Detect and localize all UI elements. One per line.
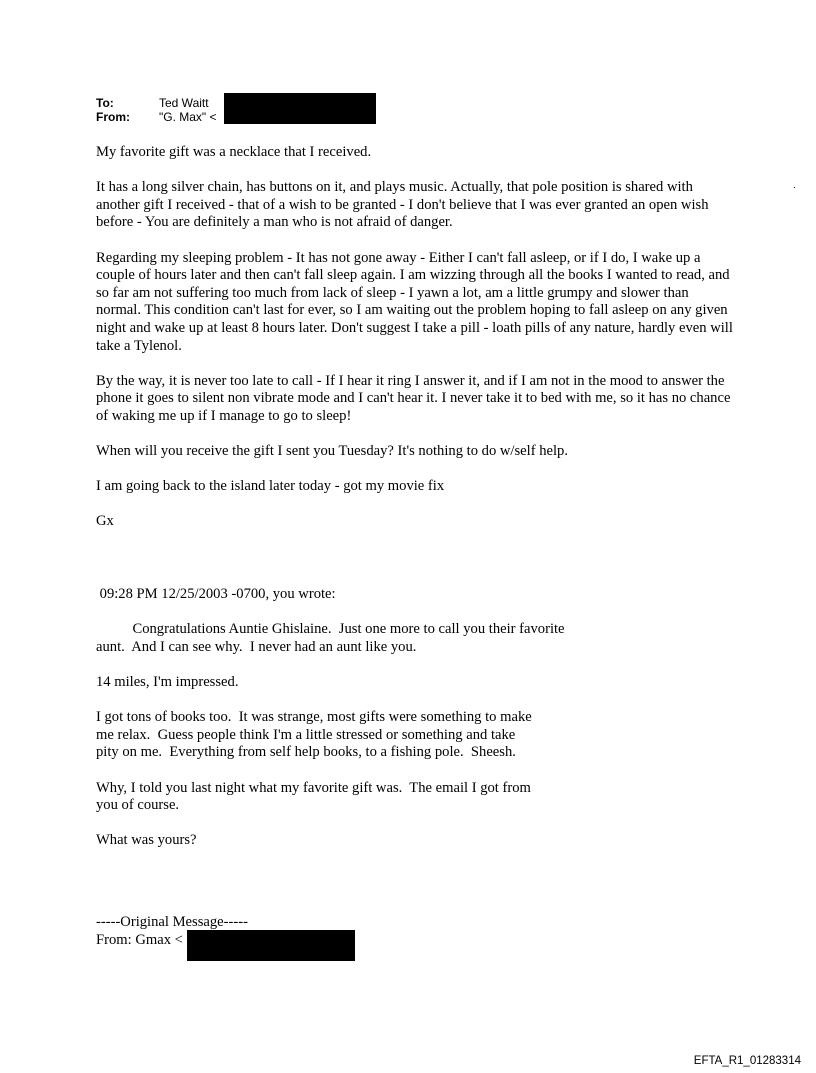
reply-paragraph: It has a long silver chain, has buttons on it, and plays music. Actually, that pole position is shared with another gift I received - that of a wish to be granted - I don't believe that I was ever granted an open wish before - You are definitely a man who is not afraid of danger.: [96, 179, 713, 231]
reply-paragraph: Regarding my sleeping problem - It has not gone away - Either I can't fall asleep, or if I do, I wake up a couple of hours later and then can't fall sleep again. I am wizzing through all the books I wanted to read, and so far am not suffering too much from lack of sleep - I yawn a lot, am a little grumpy and slower than normal. This condition can't last for ever, so I am waiting out the problem hoping to fall asleep on any given night and wake up at least 8 hours later. Don't suggest I take a pill - loath pills of any nature, hardly even will take a Tylenol.: [96, 249, 737, 354]
quote-header: 09:28 PM 12/25/2003 -0700, you wrote:: [96, 586, 336, 602]
reply-paragraph: When will you receive the gift I sent you Tuesday? It's nothing to do w/self help.: [96, 443, 568, 460]
original-from: From: Gmax <: [96, 931, 183, 948]
redaction-box: [187, 930, 355, 961]
from-label: From:: [96, 110, 130, 124]
quoted-paragraph: Congratulations Auntie Ghislaine. Just one more to call you their favorite aunt. And I can see why. I never had an aunt like you.: [96, 621, 565, 655]
to-value: Ted Waitt: [159, 96, 209, 110]
quoted-paragraph: I got tons of books too. It was strange, most gifts were something to make me relax. Guess people think I'm a little stressed or something and take pity on me. Everything from self help books, to a fishing pole. Sheesh.: [96, 709, 532, 761]
quoted-paragraph: 14 miles, I'm impressed.: [96, 673, 239, 690]
from-value: "G. Max" <: [159, 110, 217, 124]
signature: Gx: [96, 513, 114, 530]
reply-paragraph: My favorite gift was a necklace that I received.: [96, 144, 372, 160]
reply-paragraph: I am going back to the island later today - got my movie fix: [96, 478, 445, 495]
original-divider: -----Original Message-----: [96, 914, 248, 930]
document-id: EFTA_R1_01283314: [693, 1055, 801, 1067]
quoted-paragraph: What was yours?: [96, 832, 197, 849]
stray-mark: .: [793, 180, 796, 191]
quoted-paragraph: Why, I told you last night what my favorite gift was. The email I got from you of course.: [96, 779, 531, 814]
reply-body: [96, 144, 736, 531]
reply-paragraph: By the way, it is never too late to call - If I hear it ring I answer it, and if I am not in the mood to answer the phone it goes to silent non vibrate mode and I can't hear it. I never take it to bed with me, so it has no chance of waking me up if I manage to go to sleep!: [96, 372, 735, 424]
redaction-box: [224, 93, 376, 124]
to-label: To:: [96, 96, 114, 110]
quoted-message: [96, 586, 736, 850]
